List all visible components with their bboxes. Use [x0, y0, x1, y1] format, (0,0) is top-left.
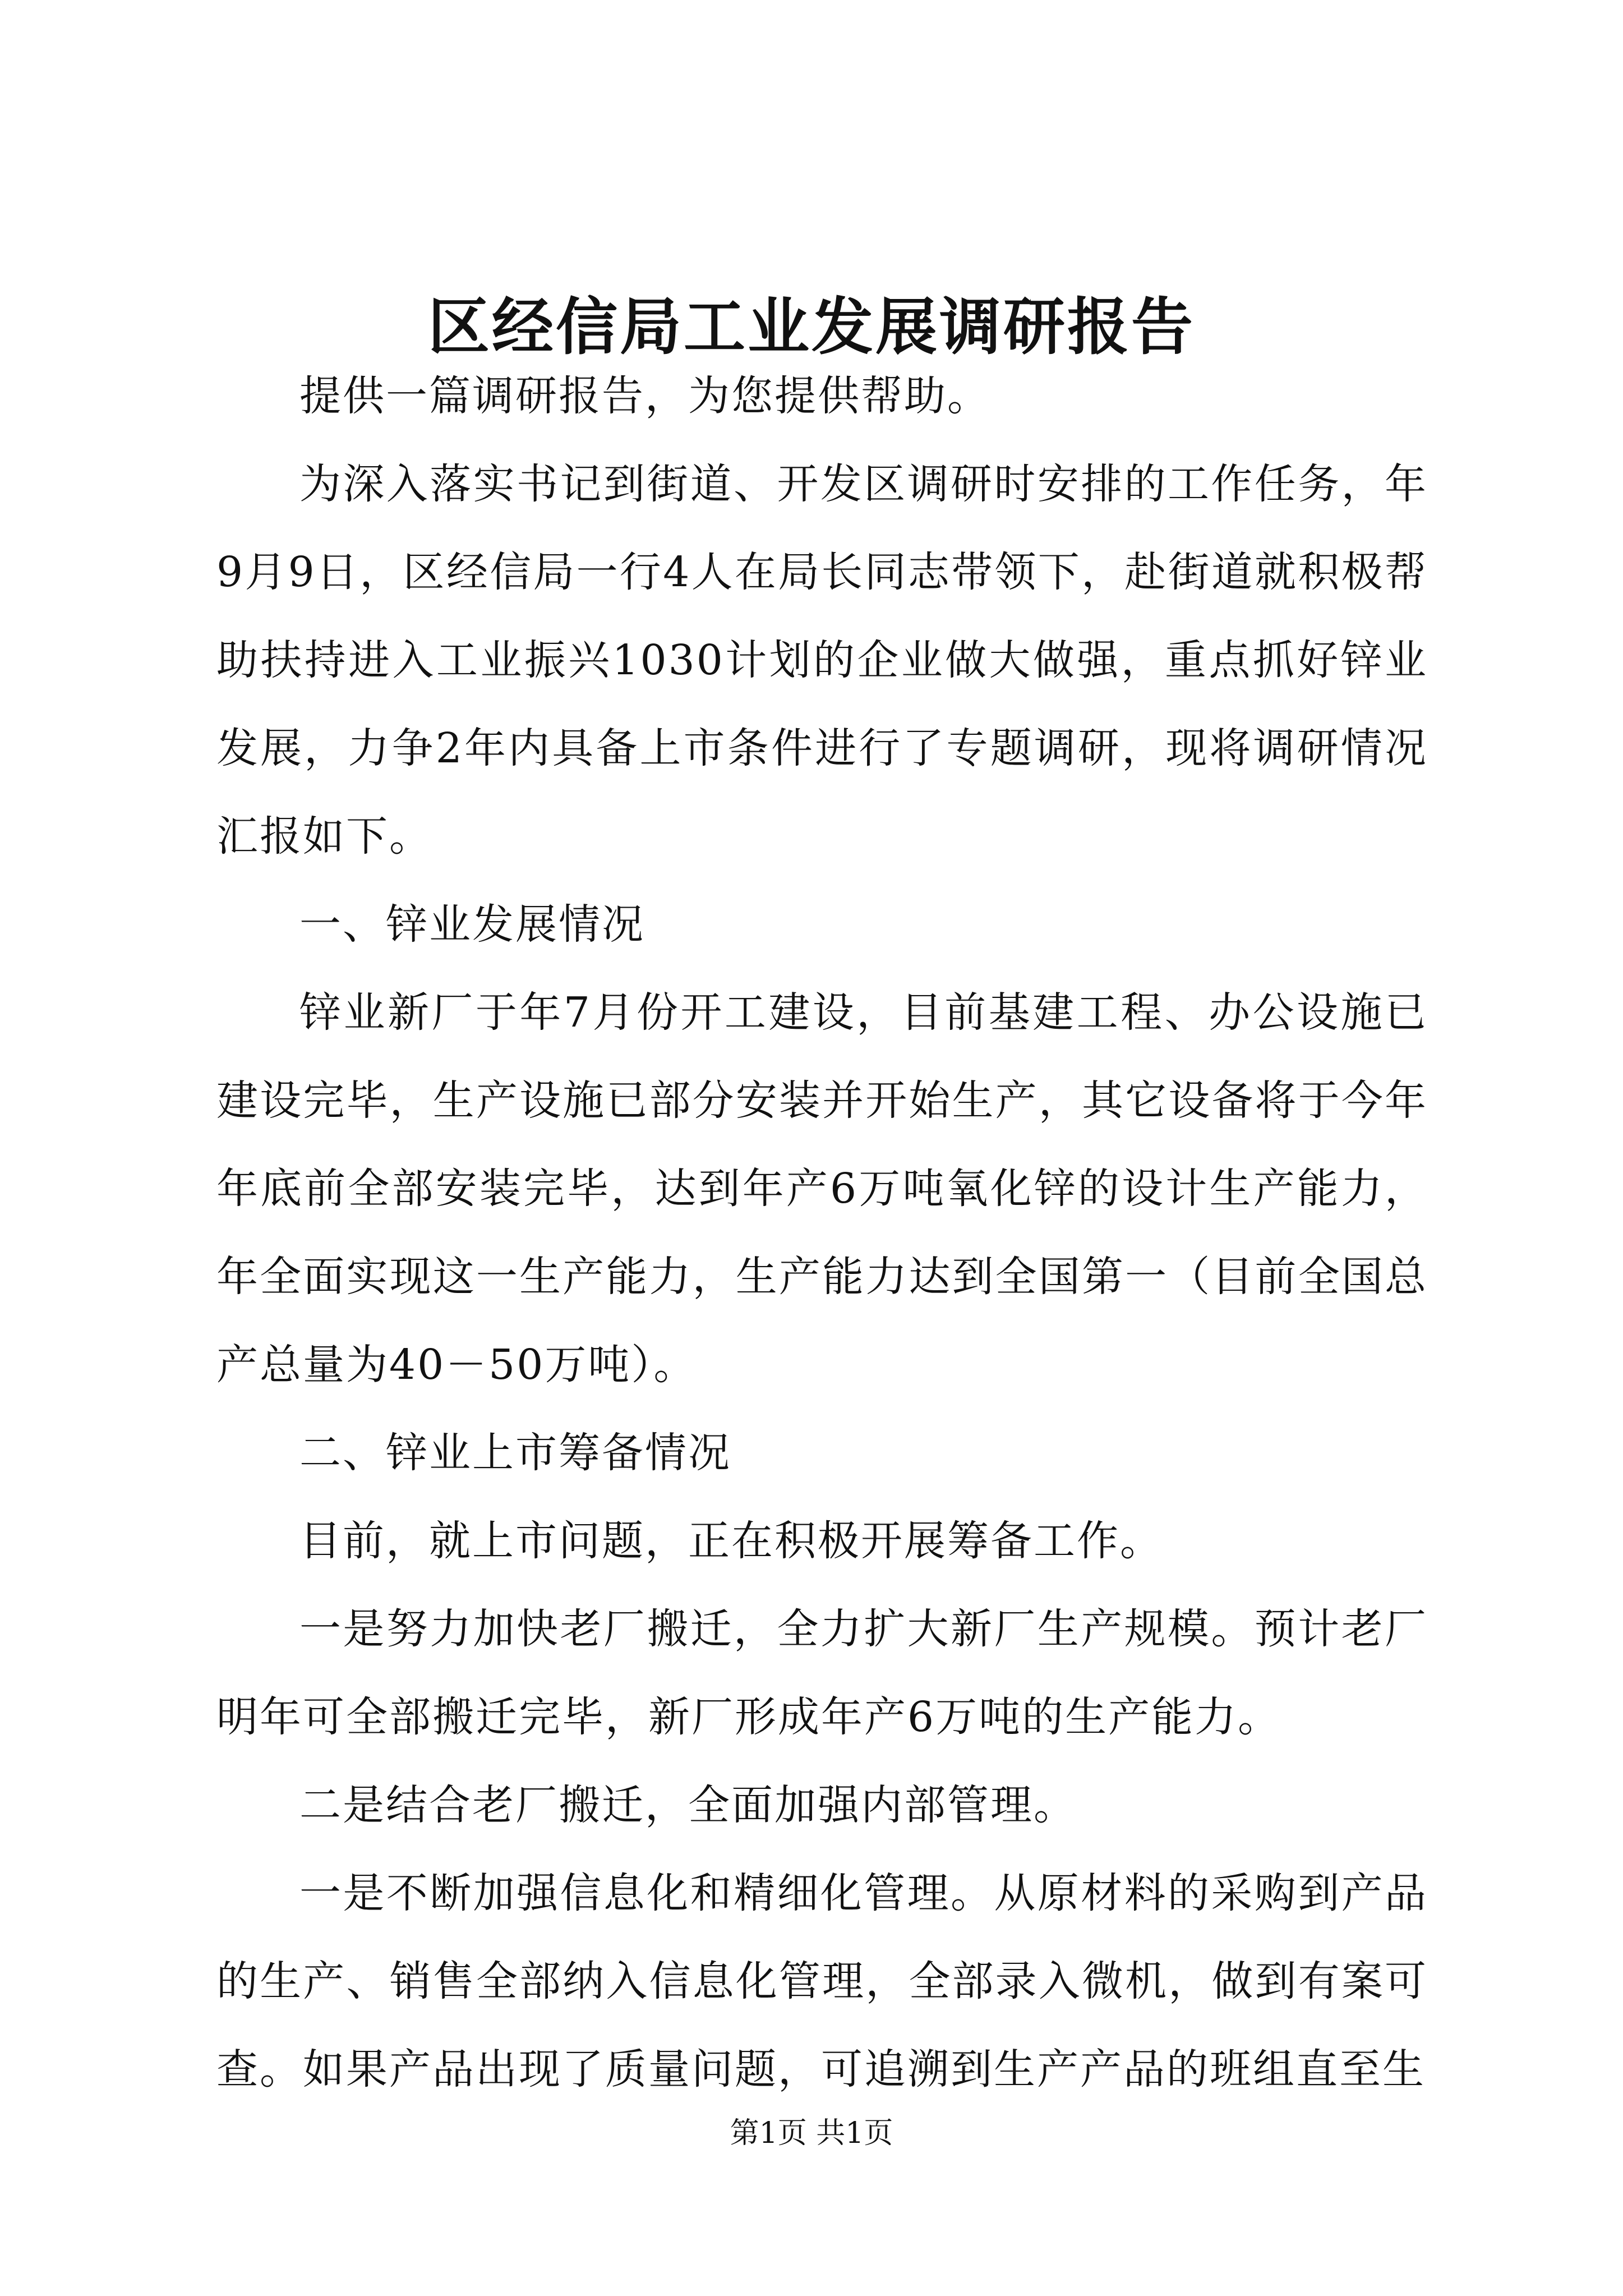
- document-body: [216, 352, 1428, 2114]
- section-heading: 一、锌业发展情况: [299, 900, 645, 949]
- paragraph: 提供一篇调研报告，为您提供帮助。: [299, 372, 990, 420]
- paragraph: 目前，就上市问题，正在积极开展筹备工作。: [299, 1517, 1163, 1565]
- paragraph: 为深入落实书记到街道、开发区调研时安排的工作任务，年9月9日，区经信局一行4人在局长同志带领下，赴街道就积极帮助扶持进入工业振兴1030计划的企业做大做强，重点抓好锌业发展，力争2年内具备上市条件进行了专题调研，现将调研情况汇报如下。: [216, 460, 1428, 861]
- section-heading: 二、锌业上市筹备情况: [299, 1429, 731, 1477]
- paragraph: 二是结合老厂搬迁，全面加强内部管理。: [299, 1781, 1077, 1829]
- document-title: 区经信局工业发展调研报告: [428, 291, 1195, 363]
- page-footer: 第1页 共1页: [730, 2116, 893, 2150]
- paragraph: 一是不断加强信息化和精细化管理。从原材料的采购到产品的生产、销售全部纳入信息化管理，全部录入微机，做到有案可查。如果产品出现了质量问题，可追溯到生产产品的班组直至生: [216, 1869, 1428, 2093]
- paragraph: 锌业新厂于年7月份开工建设，目前基建工程、办公设施已建设完毕，生产设施已部分安装并开始生产，其它设备将于今年年底前全部安装完毕，达到年产6万吨氧化锌的设计生产能力，年全面实现这一生产能力，生产能力达到全国第一（目前全国总产总量为40－50万吨）。: [216, 988, 1428, 1389]
- paragraph: 一是努力加快老厂搬迁，全力扩大新厂生产规模。预计老厂明年可全部搬迁完毕，新厂形成年产6万吨的生产能力。: [216, 1605, 1428, 1741]
